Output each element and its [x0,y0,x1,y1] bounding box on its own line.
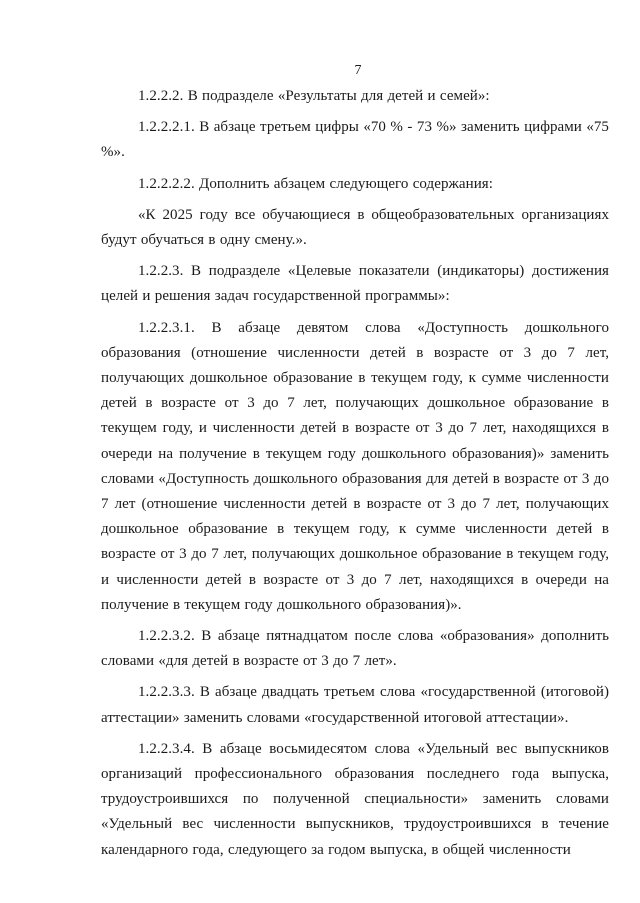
page-number: 7 [354,63,362,78]
paragraph-1-2-2-3-2: 1.2.2.3.2. В абзаце пятнадцатом после слова «образования» дополнить словами «для детей в возрасте от 3 до 7 лет». [101,628,609,670]
paragraph-1-2-2-3-3: 1.2.2.3.3. В абзаце двадцать третьем слова «государственной (итоговой) аттестации» заменить словами «государственной итоговой аттестации». [101,684,609,726]
paragraph-1-2-2-3-1: 1.2.2.3.1. В абзаце девятом слова «Доступность дошкольного образования (отношение численности детей в возрасте от 3 до 7 лет, получающих дошкольное образование в текущем году, к сумме численности детей в возрасте от 3 до 7 лет, получающих дошкольное образование в текущем году, и численности детей в возрасте от 3 до 7 лет, находящихся в очереди на получение в текущем году дошкольного образования)» заменить словами «Доступность дошкольного образования для детей в возрасте от 3 до 7 лет (отношение численности детей в возрасте от 3 до 7 лет, получающих дошкольное образование в текущем году, к сумме численности детей в возрасте от 3 до 7 лет, получающих дошкольное образование в текущем году, и численности детей в возрасте от 3 до 7 лет, находящихся в очереди на получение в текущем году дошкольного образования)». [101,319,609,613]
paragraph-1-2-2-3-4: 1.2.2.3.4. В абзаце восьмидесятом слова «Удельный вес выпускников организаций профессионального образования последнего года выпуска, трудоустроившихся по полученной специальности» заменить словами «Удельный вес численности выпускников, трудоустроившихся в течение календарного года, следующего за годом выпуска, в общей численности [101,740,609,858]
document-body [101,84,609,869]
paragraph-1-2-2-2-2: 1.2.2.2.2. Дополнить абзацем следующего содержания: [138,175,493,192]
paragraph-quote-2025: «К 2025 году все обучающиеся в общеобразовательных организациях будут обучаться в одну смену.». [101,206,609,249]
paragraph-1-2-2-3: 1.2.2.3. В подразделе «Целевые показатели (индикаторы) достижения целей и решения задач государственной программы»: [101,263,609,305]
paragraph-1-2-2-2: 1.2.2.2. В подразделе «Результаты для детей и семей»: [138,88,490,104]
paragraph-1-2-2-2-1: 1.2.2.2.1. В абзаце третьем цифры «70 % - 73 %» заменить цифрами «75 %». [101,119,609,161]
